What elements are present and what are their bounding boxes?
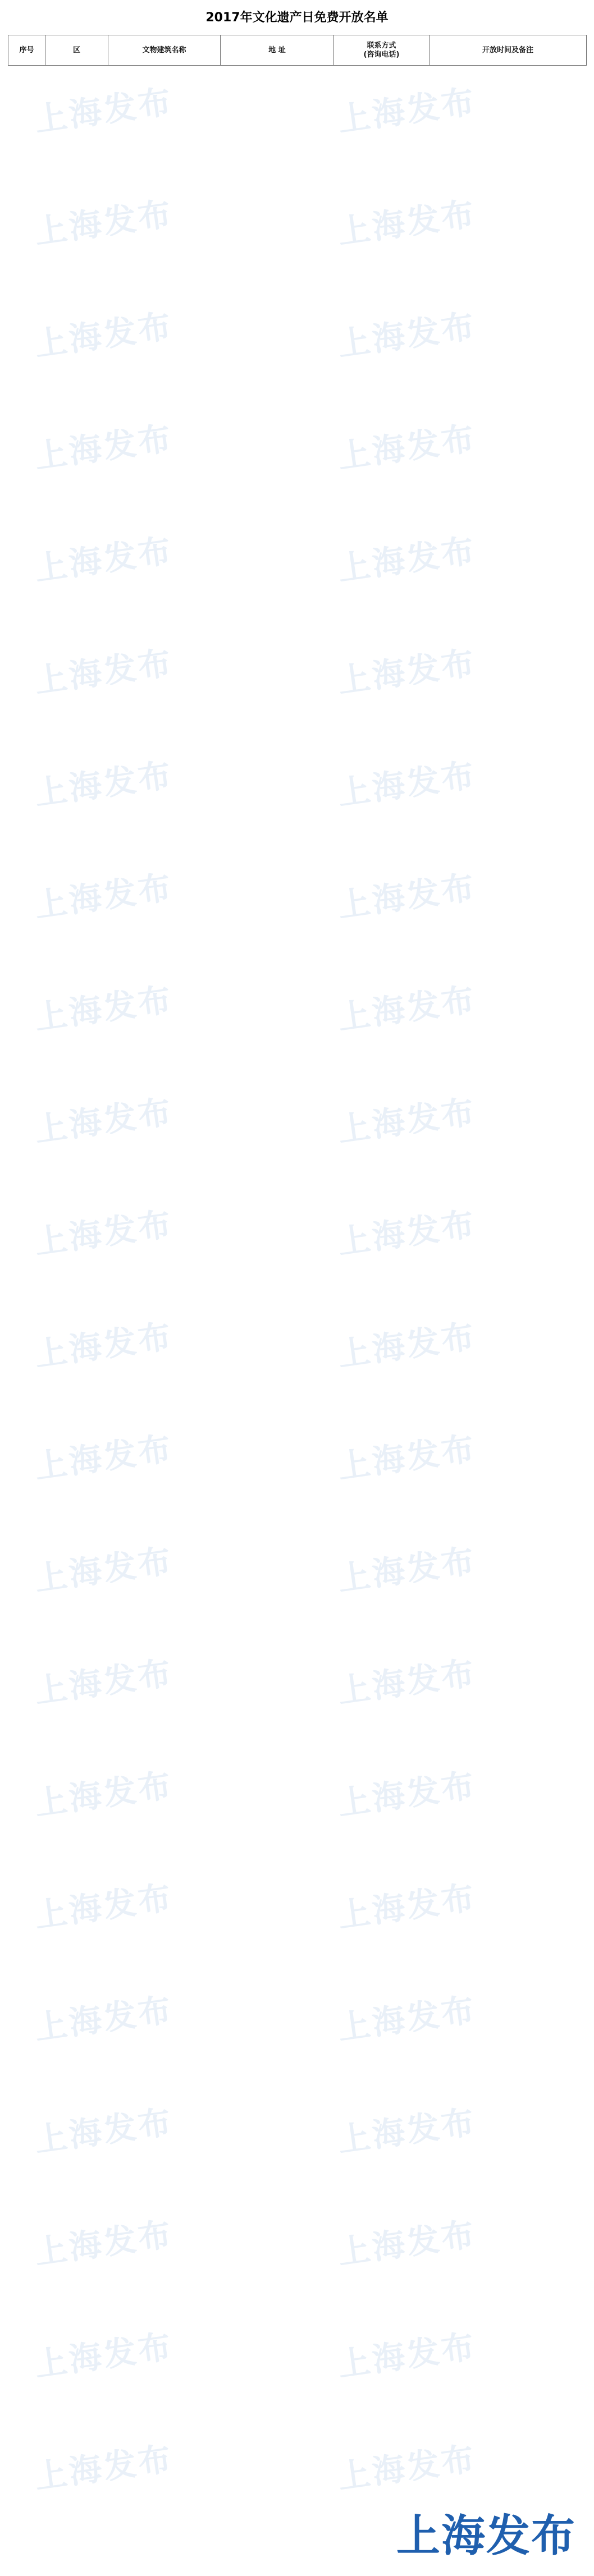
watermark-row — [0, 645, 594, 746]
watermark-row — [0, 1880, 594, 1981]
watermark-row — [0, 1653, 594, 1757]
watermark-row — [0, 1543, 594, 1644]
watermark: 上海发布 — [32, 531, 176, 588]
watermark: 上海发布 — [335, 1878, 479, 1935]
watermark: 上海发布 — [335, 1429, 479, 1486]
page-title: 2017年文化遗产日免费开放名单 — [205, 11, 389, 25]
watermark: 上海发布 — [32, 1878, 176, 1935]
watermark: 上海发布 — [335, 2327, 479, 2384]
watermark-row — [0, 1431, 594, 1532]
watermark: 上海发布 — [32, 643, 176, 700]
watermark: 上海发布 — [335, 868, 479, 925]
watermark: 上海发布 — [32, 1653, 176, 1711]
watermark-row — [0, 755, 594, 859]
watermark-row — [0, 982, 594, 1083]
watermark-row — [0, 1204, 594, 1308]
watermark: 上海发布 — [32, 194, 176, 251]
watermark: 上海发布 — [32, 1092, 176, 1149]
watermark: 上海发布 — [32, 2215, 176, 2272]
col-header-name: 文物建筑名称 — [108, 35, 221, 66]
watermark: 上海发布 — [335, 1766, 479, 1823]
watermark-row — [0, 870, 594, 971]
watermark: 上海发布 — [335, 643, 479, 700]
watermark: 上海发布 — [32, 868, 176, 925]
watermark: 上海发布 — [335, 82, 479, 139]
watermark-row — [0, 84, 594, 185]
watermark: 上海发布 — [32, 82, 176, 139]
watermark: 上海发布 — [335, 1541, 479, 1598]
watermark: 上海发布 — [335, 1204, 479, 1262]
watermark-row — [0, 2329, 594, 2430]
watermark: 上海发布 — [335, 980, 479, 1037]
watermark-row — [0, 1319, 594, 1420]
col-header-no: 序号 — [8, 35, 45, 66]
watermark: 上海发布 — [335, 531, 479, 588]
watermark: 上海发布 — [32, 2327, 176, 2384]
watermark: 上海发布 — [32, 419, 176, 476]
watermark: 上海发布 — [32, 1541, 176, 1598]
watermark: 上海发布 — [32, 1204, 176, 1262]
watermark-row — [0, 1094, 594, 1195]
watermark: 上海发布 — [335, 755, 479, 813]
watermark: 上海发布 — [335, 1653, 479, 1711]
watermark: 上海发布 — [335, 1092, 479, 1149]
watermark: 上海发布 — [335, 1990, 479, 2047]
watermark: 上海发布 — [335, 194, 479, 251]
watermark-row — [0, 421, 594, 522]
watermark: 上海发布 — [32, 2439, 176, 2496]
watermark: 上海发布 — [335, 306, 479, 364]
watermark: 上海发布 — [32, 306, 176, 364]
watermark: 上海发布 — [335, 2102, 479, 2160]
brand-logo: 上海发布 — [396, 2511, 576, 2561]
watermark: 上海发布 — [32, 980, 176, 1037]
watermark-row — [0, 196, 594, 297]
watermark: 上海发布 — [335, 2215, 479, 2272]
watermark: 上海发布 — [32, 1766, 176, 1823]
col-header-address: 地 址 — [221, 35, 334, 66]
watermark: 上海发布 — [335, 2439, 479, 2496]
watermark-row — [0, 2217, 594, 2318]
watermark-row — [0, 2102, 594, 2206]
watermark-row — [0, 1768, 594, 1869]
watermark: 上海发布 — [335, 1317, 479, 1374]
watermark-row — [0, 1992, 594, 2093]
watermark-row — [0, 306, 594, 410]
watermark-row — [0, 533, 594, 634]
heritage-table — [8, 35, 587, 66]
table-header — [8, 35, 587, 66]
col-header-district: 区 — [45, 35, 108, 66]
watermark: 上海发布 — [32, 1317, 176, 1374]
col-header-hours: 开放时间及备注 — [429, 35, 587, 66]
watermark: 上海发布 — [32, 2102, 176, 2160]
watermark: 上海发布 — [32, 1429, 176, 1486]
watermark: 上海发布 — [32, 1990, 176, 2047]
table-header-row — [8, 35, 587, 66]
watermark: 上海发布 — [335, 419, 479, 476]
col-header-phone: 联系方式 (咨询电话) — [334, 35, 429, 66]
watermark: 上海发布 — [32, 755, 176, 813]
